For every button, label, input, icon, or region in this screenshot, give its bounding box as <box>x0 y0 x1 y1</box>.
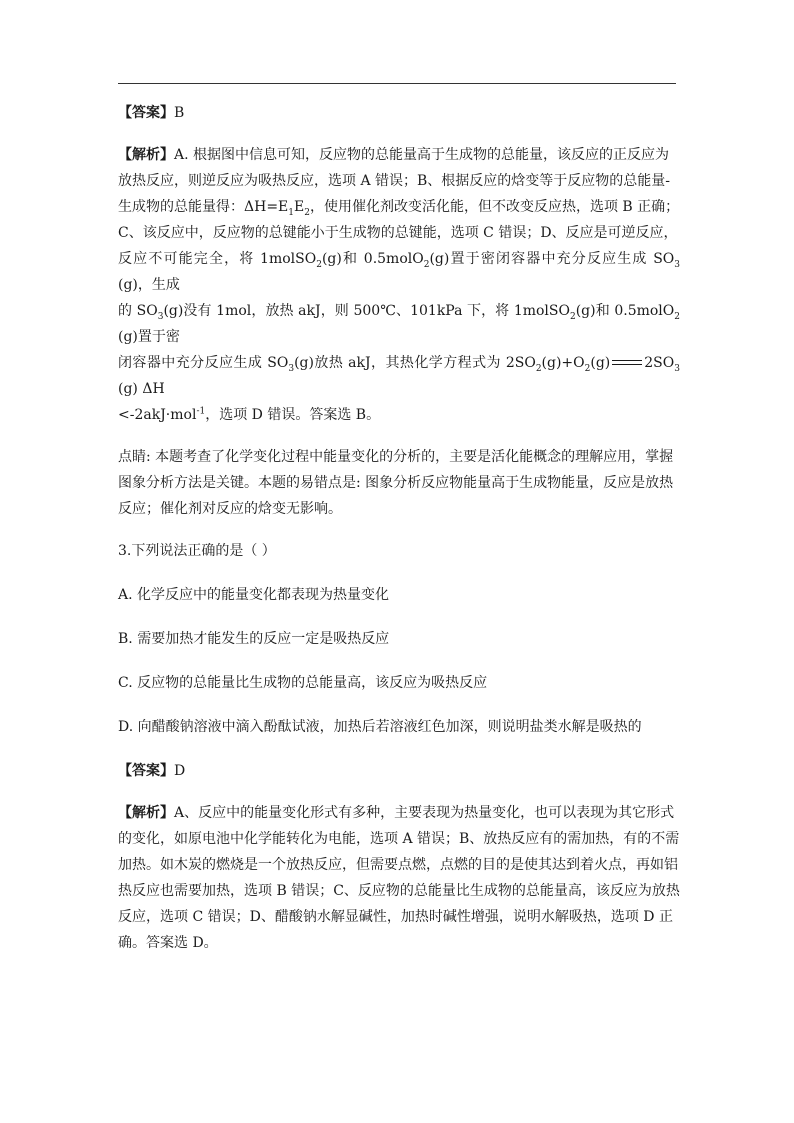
analysis-1-line-5c: (g)置于密闭容器中充分反应生成 SO <box>429 251 675 267</box>
analysis-1-line-1: A. 根据图中信息可知，反应物的总能量高于生成物的总能量，该反应的正反应为 <box>174 147 670 163</box>
analysis-1-line-7d: (g) <box>590 355 611 371</box>
analysis-1-line-4: C、该反应中，反应物的总键能小于生成物的总键能，选项 C 错误；D、反应是可逆反应， <box>118 225 678 241</box>
analysis-2-line-5: 反应，选项 C 错误；D、醋酸钠水解显碱性，加热时碱性增强，说明水解吸热，选项 D 正 <box>118 909 673 925</box>
analysis-1-line-3a: 生成物的总能量得：ΔH=E <box>118 199 289 215</box>
question-3-option-b: B. 需要加热才能发生的反应一定是吸热反应 <box>118 631 390 647</box>
analysis-1-line-7f: (g) ΔH <box>118 381 165 397</box>
subscript: 1 <box>288 207 295 218</box>
tip-line-3: 反应；催化剂对反应的焓变无影响。 <box>118 501 342 517</box>
answer-2 <box>118 758 680 784</box>
analysis-1-line-5d: (g)，生成 <box>118 277 180 293</box>
analysis-1-line-7b: (g)放热 akJ，其热化学方程式为 2SO <box>294 355 536 371</box>
subscript: 2 <box>674 311 680 322</box>
subscript: 2 <box>304 207 310 218</box>
analysis-1-line-6b: (g)没有 1mol，放热 akJ，则 500℃、101kPa 下，将 1molSO <box>163 303 570 319</box>
content-area <box>118 100 680 972</box>
subscript: 2 <box>569 311 576 322</box>
subscript: 3 <box>157 311 164 322</box>
analysis-1-line-7a: 闭容器中充分反应生成 SO <box>118 355 289 371</box>
answer-1 <box>118 100 680 126</box>
subscript: 3 <box>674 363 680 374</box>
subscript: 2 <box>584 363 591 374</box>
analysis-1 <box>118 142 680 428</box>
tip-line-1: 点睛: 本题考查了化学变化过程中能量变化的分析的，主要是活化能概念的理解应用，掌握 <box>118 449 674 465</box>
answer-2-value: D <box>174 763 186 779</box>
subscript: 2 <box>423 259 430 270</box>
question-3-option-d: D. 向醋酸钠溶液中滴入酚酞试液，加热后若溶液红色加深，则说明盐类水解是吸热的 <box>118 719 642 735</box>
subscript: 3 <box>674 259 681 270</box>
analysis-1-line-2: 放热反应，则逆反应为吸热反应，选项 A 错误；B、根据反应的焓变等于反应物的总能量- <box>118 173 671 189</box>
analysis-1-line-5a: 反应不可能完全，将 1molSO <box>118 251 317 267</box>
equilibrium-arrow-icon <box>612 359 642 367</box>
analysis-1-line-6c: (g)和 0.5molO <box>575 303 675 319</box>
question-3-stem: 3.下列说法正确的是（ ） <box>118 543 276 559</box>
superscript: -1 <box>196 406 206 417</box>
analysis-2-line-4: 热反应也需要加热，选项 B 错误；C、反应物的总能量比生成物的总能量高，该反应为放热 <box>118 883 680 899</box>
analysis-2-line-6: 确。答案选 D。 <box>118 935 218 951</box>
tip-line-2: 图象分析方法是关键。本题的易错点是: 图象分析反应物能量高于生成物能量，反应是放热 <box>118 475 674 491</box>
analysis-1-line-8a: <-2akJ·mol <box>118 407 197 423</box>
analysis-1-line-6a: 的 SO <box>118 303 158 319</box>
analysis-2 <box>118 800 680 956</box>
analysis-1-label: 【解析】 <box>118 147 174 163</box>
question-3-option-a: A. 化学反应中的能量变化都表现为热量变化 <box>118 587 390 603</box>
answer-2-label: 【答案】 <box>118 763 174 779</box>
analysis-1-line-7c: (g)+O <box>541 355 585 371</box>
question-3-option-c: C. 反应物的总能量比生成物的总能量高，该反应为吸热反应 <box>118 675 488 691</box>
analysis-2-line-2: 的变化，如原电池中化学能转化为电能，选项 A 错误；B、放热反应有的需加热，有的不需 <box>118 831 680 847</box>
analysis-1-line-3b: E <box>294 199 305 215</box>
analysis-1-line-8b: ，选项 D 错误。答案选 B。 <box>205 407 381 423</box>
header-rule <box>118 83 676 84</box>
analysis-2-line-3: 加热。如木炭的燃烧是一个放热反应，但需要点燃，点燃的目的是使其达到着火点，再如铝 <box>118 857 678 873</box>
subscript: 3 <box>288 363 295 374</box>
answer-1-label: 【答案】 <box>118 105 174 121</box>
analysis-2-label: 【解析】 <box>118 805 174 821</box>
analysis-1-line-3c: ，使用催化剂改变活化能，但不改变反应热，选项 B 正确； <box>309 199 680 215</box>
analysis-1-line-6d: (g)置于密 <box>118 329 180 345</box>
tip-paragraph <box>118 444 680 522</box>
subscript: 2 <box>535 363 542 374</box>
analysis-1-line-5b: (g)和 0.5molO <box>321 251 424 267</box>
analysis-2-line-1: A、反应中的能量变化形式有多种，主要表现为热量变化，也可以表现为其它形式 <box>174 805 675 821</box>
analysis-1-line-7e: 2SO <box>644 355 675 371</box>
subscript: 2 <box>316 259 322 270</box>
answer-1-value: B <box>174 105 185 121</box>
